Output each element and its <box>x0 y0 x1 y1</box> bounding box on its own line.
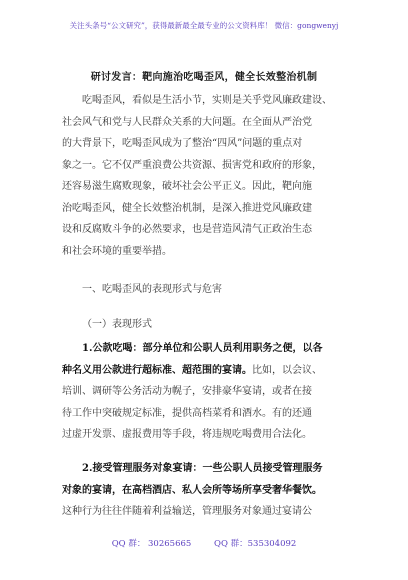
paragraph-line-bold: 2.接受管理服务对象宴请：一些公职人员接受管理服务 <box>82 463 323 474</box>
paragraph-public-funds <box>62 338 362 446</box>
paragraph-line-bold: 对象的宴请，在高档酒店、私人会所等场所享受奢华餐饮。 <box>62 484 322 496</box>
footer-qq-2: QQ 群：535304092 <box>214 539 297 549</box>
paragraph-line: 还容易滋生腐败现象，破坏社会公平正义。因此，靶向施 <box>62 181 312 192</box>
paragraph-line: 这种行为往往伴随着利益输送，管理服务对象通过宴请公 <box>62 506 312 517</box>
footer-qq-1: QQ 群： 30265665 <box>111 539 192 549</box>
paragraph-line: 和社会环境的重要举措。 <box>62 245 172 257</box>
paragraph-line: 治吃喝歪风，健全长效整治机制，是深入推进党风廉政建 <box>62 202 312 214</box>
paragraph-line: 的大背景下，吃喝歪风成为了整治“四风”问题的重点对 <box>62 138 303 149</box>
paragraph-line: 设和反腐败斗争的必然要求，也是营造风清气正政治生态 <box>62 224 312 235</box>
header-note: 关注头条号“公文研究”，获得最新最全最专业的公文资料库！ 微信：gongwenyj <box>69 21 339 30</box>
paragraph-line: 培训、调研等公务活动为幌子，安排豪华宴请，或者在接 <box>62 386 312 397</box>
bold-run: 种名义用公款进行超标准、超范围的宴请。 <box>62 364 252 376</box>
paragraph-banquets <box>62 458 362 523</box>
paragraph-line: 社会风气和党与人民群众关系的大问题。在全面从严治党 <box>62 116 312 128</box>
subsection-heading: （一）表现形式 <box>82 319 152 330</box>
section-heading: 一、吃喝歪风的表现形式与危害 <box>82 284 222 295</box>
paragraph-line-bold: 1.公款吃喝：部分单位和公职人员利用职务之便，以各 <box>82 343 323 354</box>
paragraph-line-mixed <box>62 360 362 382</box>
intro-paragraph <box>62 90 362 262</box>
footer-contacts <box>0 537 408 549</box>
paragraph-line: 过虚开发票、虚报费用等手段，将违规吃喝费用合法化。 <box>62 429 312 440</box>
paragraph-line: 象之一。它不仅严重浪费公共资源、损害党和政府的形象， <box>62 159 322 171</box>
document-title: 研讨发言：靶向施治吃喝歪风，健全长效整治机制 <box>90 72 318 83</box>
text-run: 比如，以会议、 <box>252 364 322 376</box>
paragraph-line: 吃喝歪风，看似是生活小节，实则是关乎党风廉政建设、 <box>82 95 332 106</box>
paragraph-line: 待工作中突破规定标准，提供高档菜肴和酒水。有的还通 <box>62 407 312 419</box>
